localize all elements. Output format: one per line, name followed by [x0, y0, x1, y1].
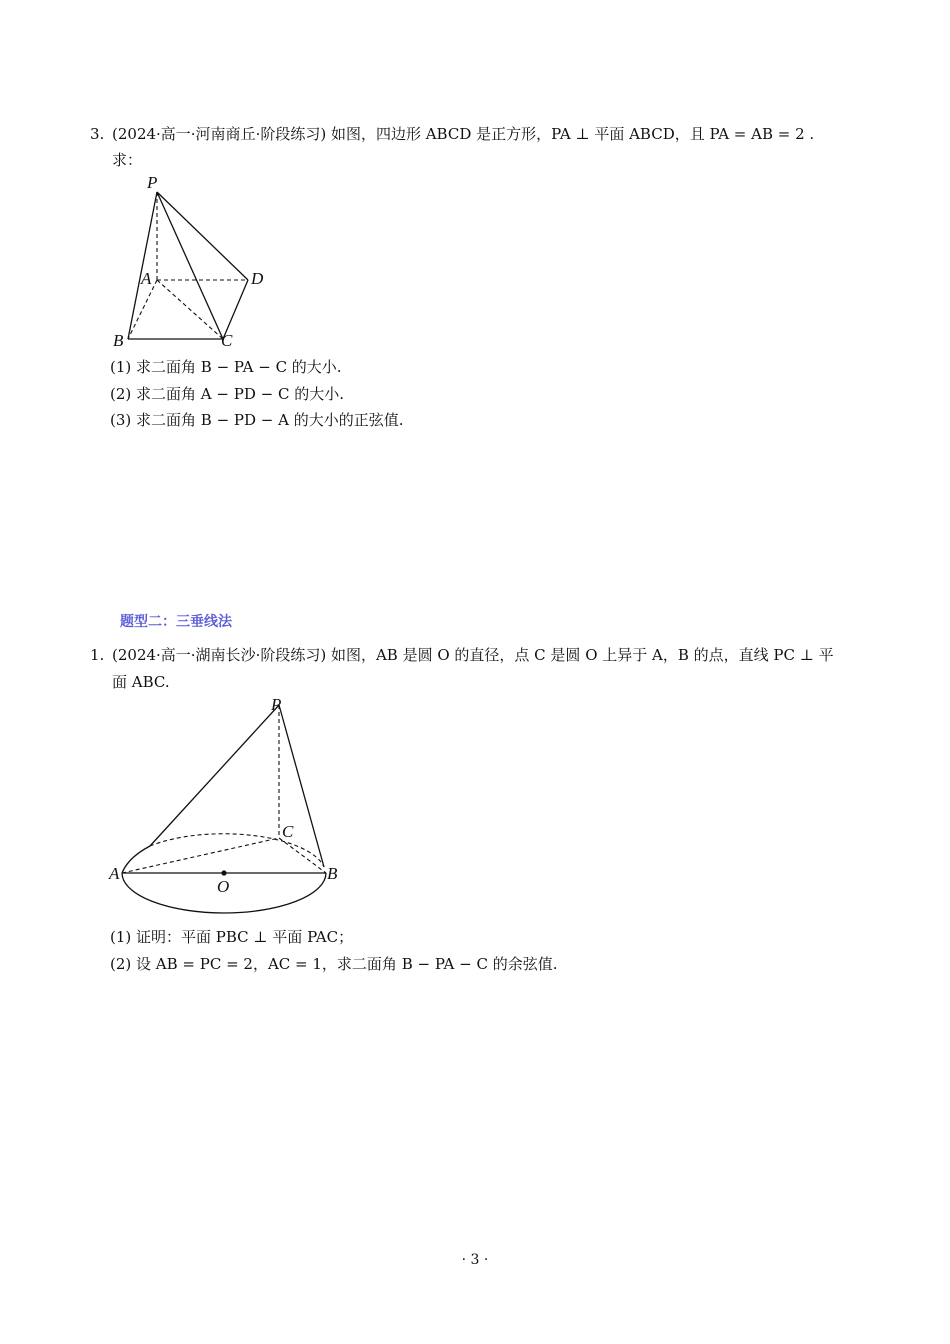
problem3-question3: (3) 求二面角 B − PD − A 的大小的正弦值.	[110, 411, 404, 429]
problem1-statement-line1: (2024·高一·湖南长沙·阶段练习) 如图，AB 是圆 O 的直径，点 C 是圆 O 上异于 A，B 的点，直线 PC ⊥ 平	[112, 646, 834, 664]
label-A: A	[109, 864, 120, 883]
problem1-question2: (2) 设 AB = PC = 2，AC = 1，求二面角 B − PA − C 的余弦值.	[110, 955, 558, 973]
problem1-statement-line2: 面 ABC.	[112, 673, 170, 691]
label-A: A	[141, 269, 152, 288]
cone-circle-figure	[105, 693, 355, 918]
section-title: 题型二：三垂线法	[120, 614, 232, 630]
label-D: D	[251, 269, 264, 288]
page-number: · 3 ·	[461, 1252, 489, 1268]
label-B: B	[327, 864, 338, 883]
problem3-question1: (1) 求二面角 B − PA − C 的大小.	[110, 358, 342, 376]
label-B: B	[113, 331, 124, 350]
center-point-O	[221, 870, 226, 875]
label-P: P	[271, 695, 282, 714]
label-C: C	[221, 331, 233, 350]
problem3-number: 3.	[90, 125, 105, 143]
label-C: C	[282, 822, 294, 841]
problem3-question2: (2) 求二面角 A − PD − C 的大小.	[110, 385, 344, 403]
problem1-question1: (1) 证明：平面 PBC ⊥ 平面 PAC；	[110, 928, 354, 946]
pyramid-figure	[105, 172, 285, 352]
label-P: P	[147, 173, 158, 192]
problem1-number: 1.	[90, 646, 105, 664]
problem3-statement-line2: 求：	[112, 151, 143, 169]
problem3-statement-line1: (2024·高一·河南商丘·阶段练习) 如图，四边形 ABCD 是正方形，PA ⊥ 平面 ABCD，且 PA = AB = 2 .	[112, 125, 815, 143]
label-O: O	[217, 877, 230, 896]
